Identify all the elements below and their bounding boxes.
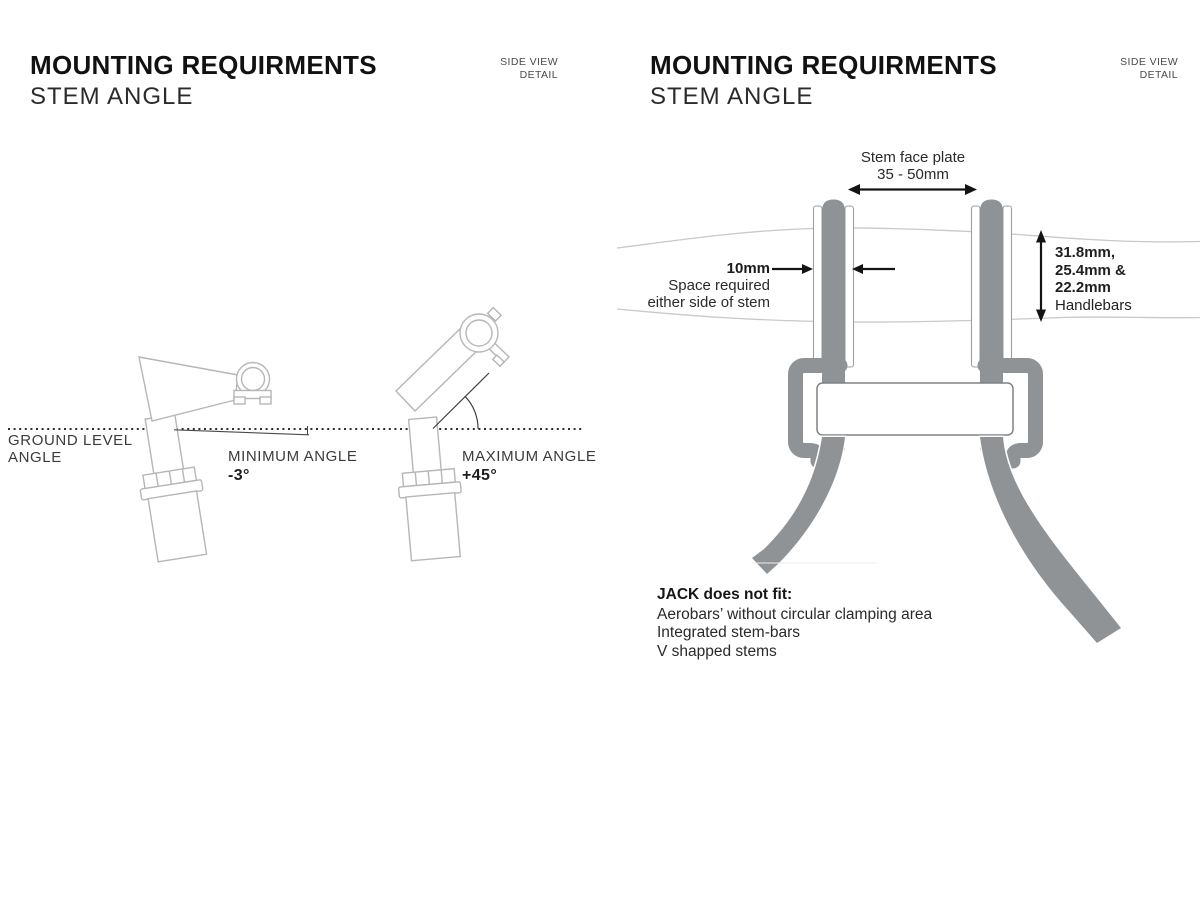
corner-note-line2: DETAIL (1139, 68, 1178, 81)
maximum-angle-label (462, 448, 597, 485)
corner-note-line1: SIDE VIEW (500, 56, 558, 68)
stem-max-angle-drawing (393, 308, 509, 562)
min-angle-indicator (174, 426, 309, 435)
stem-clamp-diagram (600, 0, 1200, 900)
maximum-angle-value: +45° (462, 467, 498, 484)
page-subtitle: STEM ANGLE (650, 83, 814, 110)
face-plate-label (813, 149, 1013, 183)
compatibility-note-item: Integrated stem-bars (657, 624, 801, 641)
face-plate-label-line2: 35 - 50mm (877, 166, 949, 183)
corner-note-line2: DETAIL (519, 68, 558, 81)
maximum-angle-text: MAXIMUM ANGLE (462, 448, 597, 465)
handlebar-size-1: 31.8mm, (1055, 244, 1116, 261)
handlebar-sizes-caption: Handlebars (1055, 296, 1132, 314)
space-required-line2: Space required (668, 277, 770, 294)
page-title: MOUNTING REQUIRMENTS (650, 50, 997, 80)
space-required-label (600, 260, 770, 311)
compatibility-note-item: V shapped stems (657, 642, 777, 660)
space-required-value: 10mm (726, 260, 770, 277)
ground-level-label (8, 432, 133, 466)
compatibility-note-item: Aerobars’ without circular clamping area (657, 605, 933, 623)
handlebar-size-3: 22.2mm (1055, 279, 1111, 296)
minimum-angle-value: -3° (228, 467, 250, 484)
page-title: MOUNTING REQUIRMENTS (30, 50, 377, 80)
compatibility-note (657, 586, 932, 661)
minimum-angle-text: MINIMUM ANGLE (228, 448, 358, 465)
compatibility-note-title: JACK does not fit: (657, 586, 793, 603)
corner-note-line1: SIDE VIEW (1120, 56, 1178, 68)
face-plate-label-line1: Stem face plate (860, 149, 966, 166)
ground-level-label-line2: ANGLE (8, 449, 62, 466)
page-subtitle: STEM ANGLE (30, 83, 194, 110)
handlebar-size-2: 25.4mm & (1055, 261, 1126, 279)
space-required-line3: either side of stem (647, 294, 770, 311)
minimum-angle-label (228, 448, 357, 485)
handlebar-sizes-label (1055, 244, 1132, 314)
stem-face-plate (817, 383, 1013, 435)
ground-level-label-line1: GROUND LEVEL (8, 432, 133, 449)
